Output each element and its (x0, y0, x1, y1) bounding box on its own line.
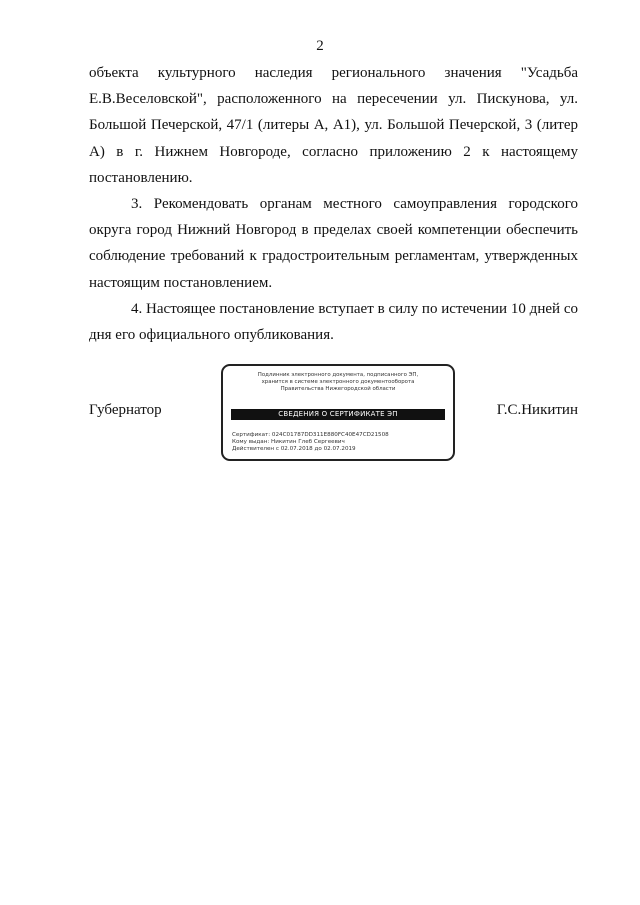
stamp-header-line: Правительства Нижегородской области (280, 386, 396, 392)
certificate-info-bar: СВЕДЕНИЯ О СЕРТИФИКАТЕ ЭП (231, 409, 445, 420)
stamp-header-line: хранится в системе электронного документооборота (261, 379, 415, 385)
signatory-name: Г.С.Никитин (496, 402, 578, 418)
electronic-signature-stamp (221, 364, 455, 461)
certificate-owner: Кому выдан: Никитин Глеб Сергеевич (232, 439, 345, 446)
certificate-validity: Действителен с 02.07.2018 до 02.07.2019 (232, 446, 356, 453)
paragraph-item-3: 3. Рекомендовать органам местного самоуправления городского округа город Нижний Новгород в пределах своей компетенции обеспечить соблюдение требований к градостроительным регламентам, утвержденных настоящим постановлением. (89, 196, 578, 291)
signature-block (0, 364, 640, 464)
stamp-header-line: Подлинник электронного документа, подписанного ЭП, (257, 372, 419, 378)
page-number: 2 (316, 38, 324, 54)
paragraph-continuation: объекта культурного наследия регионального значения "Усадьба Е.В.Веселовской", расположенного на пересечении ул. Пискунова, ул. Большой Печерской, 47/1 (литеры А, А1), ул. Большой Печерской, 3 (литер А) в г. Нижнем Новгороде, согласно приложению 2 к настоящему постановлению. (89, 65, 578, 186)
signatory-title: Губернатор (89, 402, 162, 418)
paragraph-item-4: 4. Настоящее постановление вступает в силу по истечении 10 дней со дня его официального опубликования. (89, 300, 578, 344)
document-body (89, 60, 578, 348)
certificate-details (232, 432, 389, 454)
stamp-header (223, 372, 453, 393)
certificate-serial: Сертификат: 024C01787DD311E880FC40E47CD21508 (232, 432, 389, 438)
